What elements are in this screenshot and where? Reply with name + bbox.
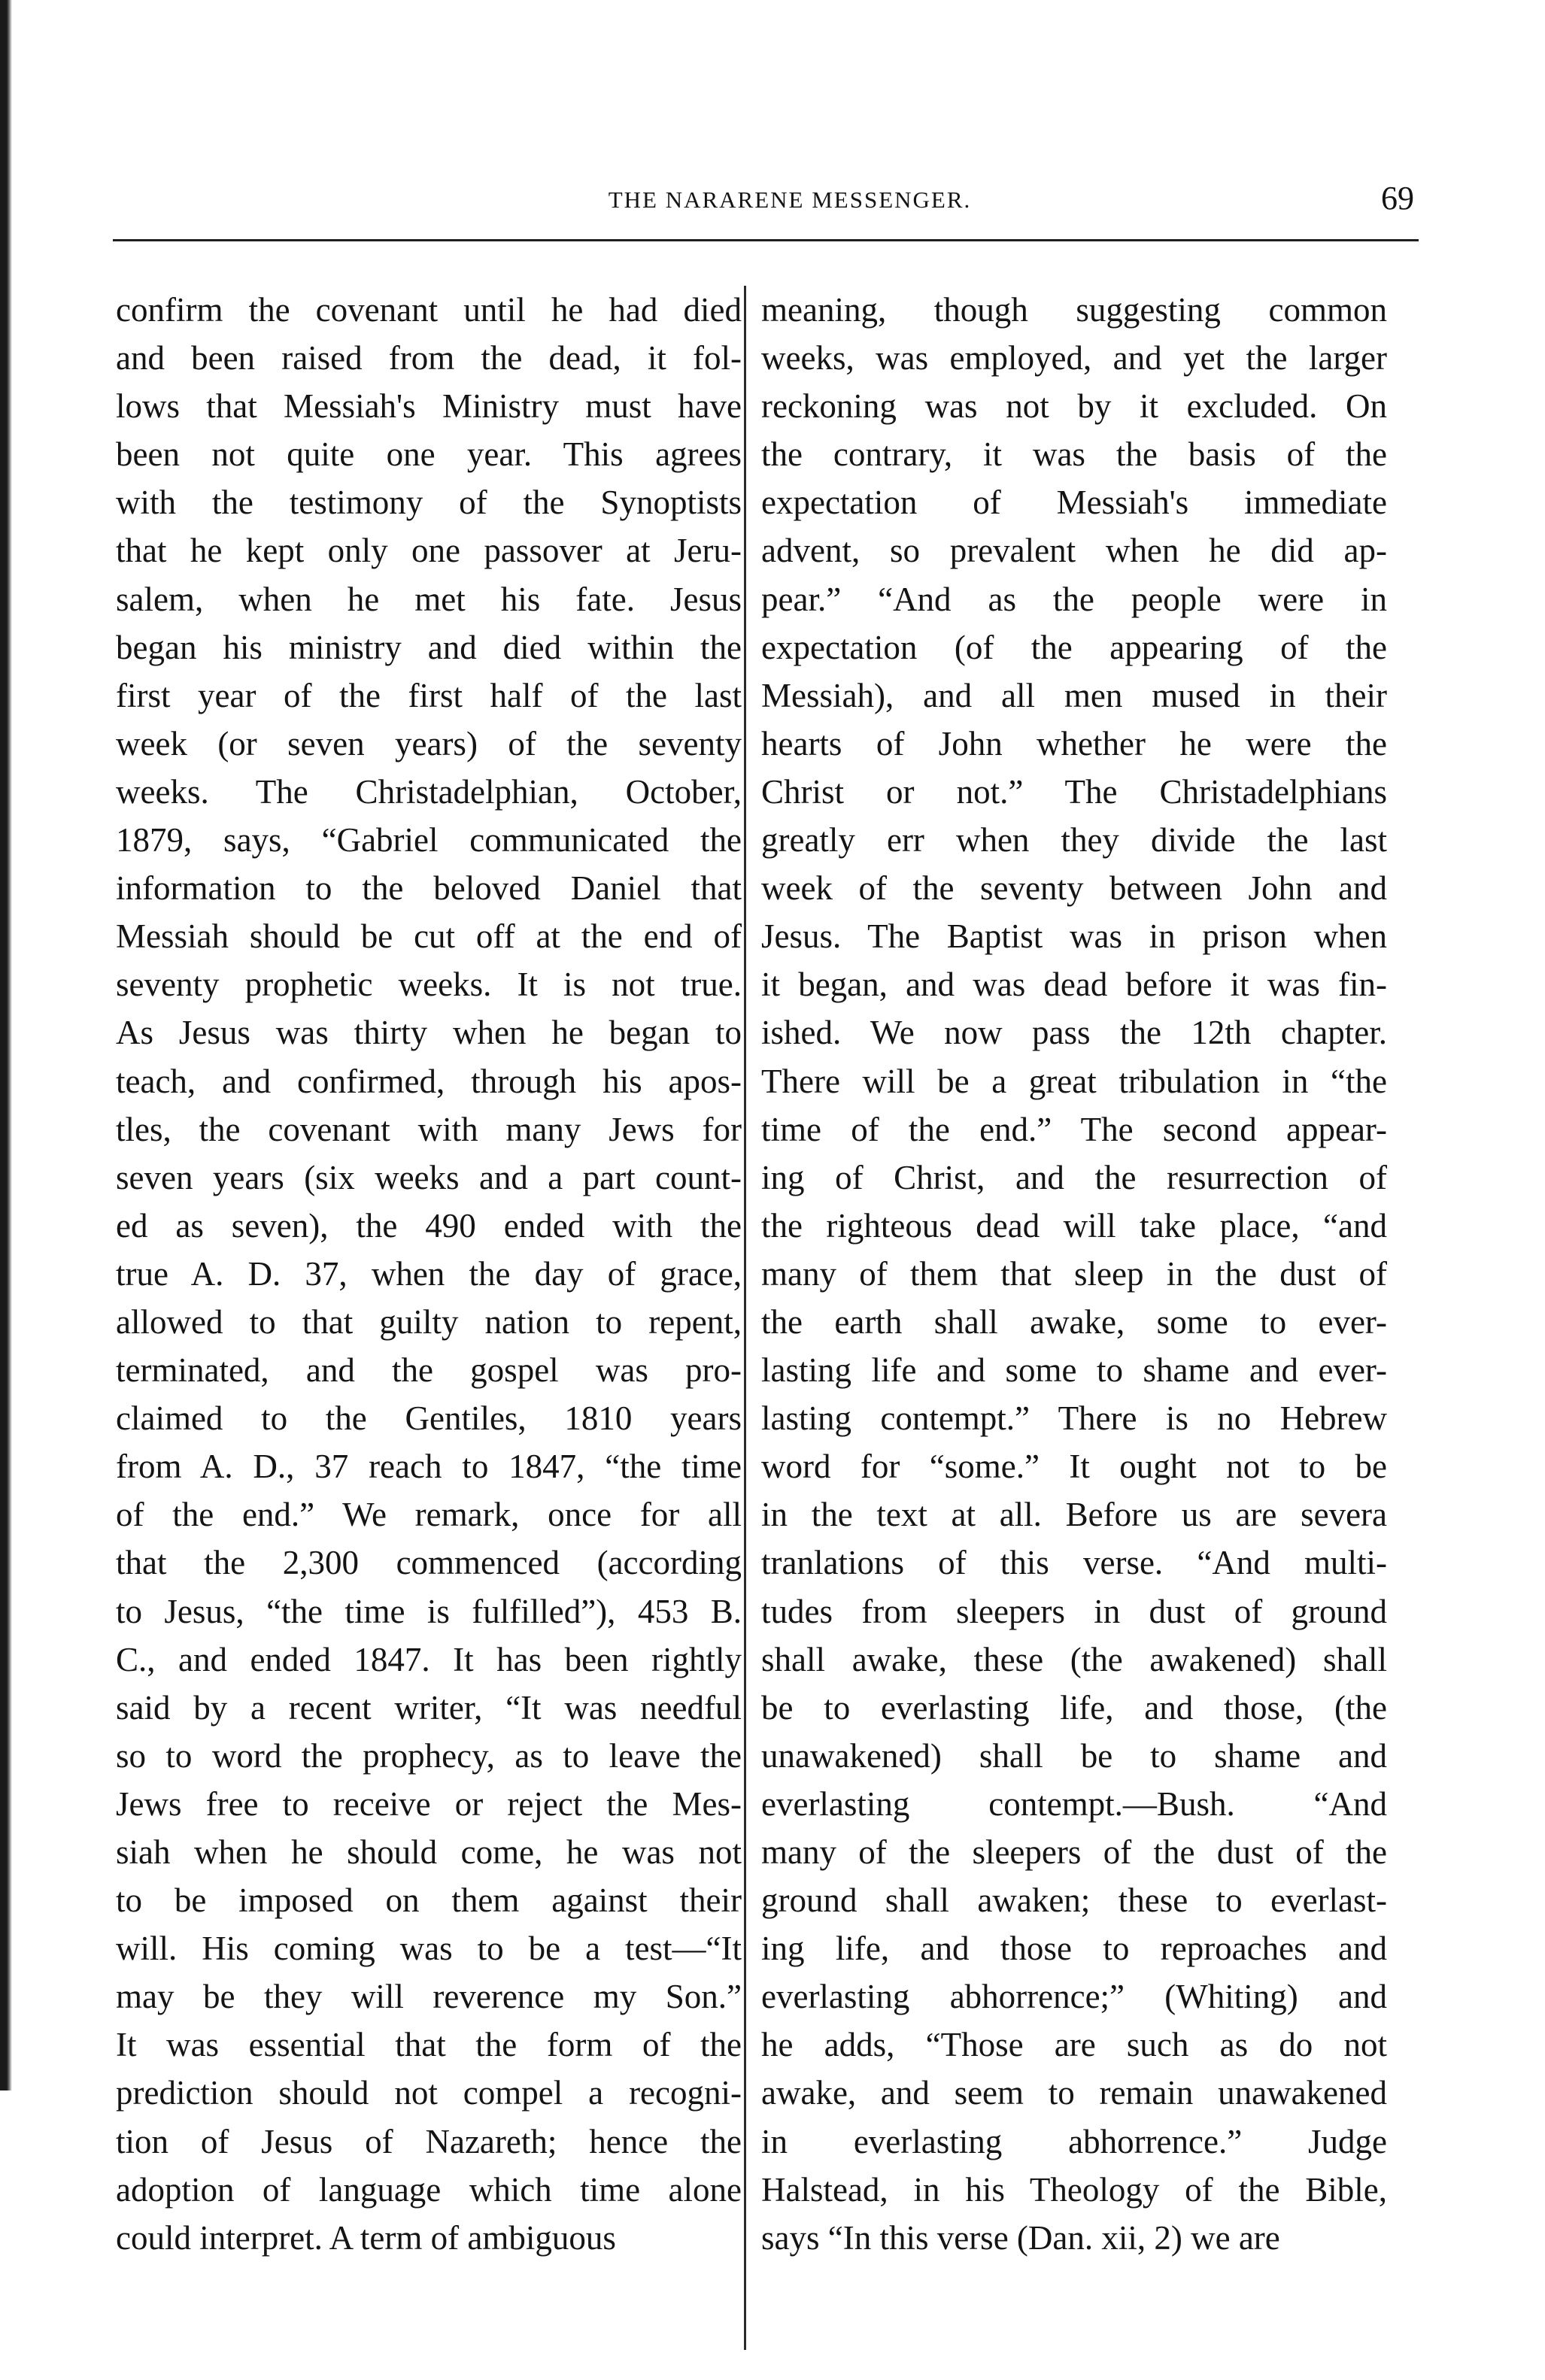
text-line: confirm the covenant until he had died	[116, 291, 742, 329]
text-line: ed as seven), the 490 ended with the	[116, 1206, 742, 1245]
text-line: that he kept only one passover at Jeru-	[116, 532, 742, 570]
text-line: seventy prophetic weeks. It is not true.	[116, 966, 742, 1004]
text-line: could interpret. A term of ambiguous	[116, 2218, 616, 2257]
text-line: week of the seventy between John and	[761, 869, 1387, 908]
text-line: ing life, and those to reproaches and	[761, 1930, 1387, 1968]
text-line: tudes from sleepers in dust of ground	[761, 1592, 1387, 1630]
text-line: will. His coming was to be a test—“It	[116, 1930, 742, 1968]
text-line: unawakened) shall be to shame and	[761, 1736, 1387, 1775]
text-line: be to everlasting life, and those, (the	[761, 1688, 1387, 1727]
text-line: tion of Jesus of Nazareth; hence the	[116, 2122, 742, 2160]
text-line: awake, and seem to remain unawakened	[761, 2074, 1387, 2112]
text-line: that the 2,300 commenced (according	[116, 1544, 742, 1582]
text-line: siah when he should come, he was not	[116, 1833, 742, 1871]
page-binding-edge	[0, 0, 12, 2090]
text-line: prediction should not compel a recogni-	[116, 2074, 742, 2112]
text-line: says “In this verse (Dan. xii, 2) we are	[761, 2218, 1280, 2257]
text-line: C., and ended 1847. It has been rightly	[116, 1640, 742, 1678]
text-line: terminated, and the gospel was pro-	[116, 1351, 742, 1390]
text-line: seven years (six weeks and a part count-	[116, 1158, 742, 1196]
text-line: week (or seven years) of the seventy	[116, 724, 742, 763]
text-line: may be they will reverence my Son.”	[116, 1978, 742, 2016]
text-line: teach, and confirmed, through his apos-	[116, 1062, 742, 1100]
text-line: from A. D., 37 reach to 1847, “the time	[116, 1448, 742, 1486]
text-line: hearts of John whether he were the	[761, 724, 1387, 763]
text-line: weeks. The Christadelphian, October,	[116, 772, 742, 811]
text-line: salem, when he met his fate. Jesus	[116, 580, 742, 618]
header-rule	[113, 239, 1419, 241]
text-line: Christ or not.” The Christadelphians	[761, 772, 1387, 811]
text-line: with the testimony of the Synoptists	[116, 484, 742, 522]
text-line: reckoning was not by it excluded. On	[761, 387, 1387, 426]
text-line: of the end.” We remark, once for all	[116, 1496, 742, 1534]
text-line: tranlations of this verse. “And multi-	[761, 1544, 1387, 1582]
text-line: lasting life and some to shame and ever-	[761, 1351, 1387, 1390]
running-title: THE NARARENE MESSENGER.	[608, 186, 972, 213]
text-line: tles, the covenant with many Jews for	[116, 1110, 742, 1148]
text-line: true A. D. 37, when the day of grace,	[116, 1254, 742, 1293]
text-line: first year of the first half of the last	[116, 676, 742, 714]
text-line: time of the end.” The second appear-	[761, 1110, 1387, 1148]
text-line: allowed to that guilty nation to repent,	[116, 1302, 742, 1341]
text-line: information to the beloved Daniel that	[116, 869, 742, 908]
text-line: many of the sleepers of the dust of the	[761, 1833, 1387, 1871]
text-line: pear.” “And as the people were in	[761, 580, 1387, 618]
text-line: many of them that sleep in the dust of	[761, 1254, 1387, 1293]
text-line: it began, and was dead before it was fin-	[761, 966, 1387, 1004]
column-divider	[744, 286, 746, 2350]
text-line: the earth shall awake, some to ever-	[761, 1302, 1387, 1341]
page-number: 69	[1381, 180, 1414, 217]
text-line: ground shall awaken; these to everlast-	[761, 1881, 1387, 1920]
text-line: weeks, was employed, and yet the larger	[761, 339, 1387, 377]
text-line: Jesus. The Baptist was in prison when	[761, 917, 1387, 956]
text-line: lows that Messiah's Ministry must have	[116, 387, 742, 426]
text-line: in everlasting abhorrence.” Judge	[761, 2122, 1387, 2160]
text-line: the contrary, it was the basis of the	[761, 435, 1387, 474]
text-line: been not quite one year. This agrees	[116, 435, 742, 474]
text-line: to be imposed on them against their	[116, 1881, 742, 1920]
text-line: said by a recent writer, “It was needful	[116, 1688, 742, 1727]
right-text-column	[761, 286, 1387, 2262]
text-line: Messiah), and all men mused in their	[761, 676, 1387, 714]
text-line: meaning, though suggesting common	[761, 291, 1387, 329]
text-line: everlasting contempt.—Bush. “And	[761, 1784, 1387, 1823]
text-line: expectation of Messiah's immediate	[761, 484, 1387, 522]
text-line: As Jesus was thirty when he began to	[116, 1014, 742, 1052]
text-line: shall awake, these (the awakened) shall	[761, 1640, 1387, 1678]
text-line: so to word the prophecy, as to leave the	[116, 1736, 742, 1775]
text-line: lasting contempt.” There is no Hebrew	[761, 1399, 1387, 1438]
text-line: to Jesus, “the time is fulfilled”), 453 B.	[116, 1592, 742, 1630]
text-line: and been raised from the dead, it fol-	[116, 339, 742, 377]
left-text-column	[116, 286, 742, 2262]
text-line: everlasting abhorrence;” (Whiting) and	[761, 1978, 1387, 2016]
text-line: Messiah should be cut off at the end of	[116, 917, 742, 956]
text-line: expectation (of the appearing of the	[761, 628, 1387, 666]
text-line: Halstead, in his Theology of the Bible,	[761, 2170, 1387, 2209]
text-line: ing of Christ, and the resurrection of	[761, 1158, 1387, 1196]
text-line: greatly err when they divide the last	[761, 821, 1387, 860]
text-line: word for “some.” It ought not to be	[761, 1448, 1387, 1486]
text-line: It was essential that the form of the	[116, 2026, 742, 2064]
text-line: advent, so prevalent when he did ap-	[761, 532, 1387, 570]
text-line: in the text at all. Before us are severa	[761, 1496, 1387, 1534]
text-line: Jews free to receive or reject the Mes-	[116, 1784, 742, 1823]
text-line: There will be a great tribulation in “the	[761, 1062, 1387, 1100]
text-line: adoption of language which time alone	[116, 2170, 742, 2209]
text-line: ished. We now pass the 12th chapter.	[761, 1014, 1387, 1052]
text-line: the righteous dead will take place, “and	[761, 1206, 1387, 1245]
text-line: claimed to the Gentiles, 1810 years	[116, 1399, 742, 1438]
text-line: he adds, “Those are such as do not	[761, 2026, 1387, 2064]
text-line: began his ministry and died within the	[116, 628, 742, 666]
text-line: 1879, says, “Gabriel communicated the	[116, 821, 742, 860]
